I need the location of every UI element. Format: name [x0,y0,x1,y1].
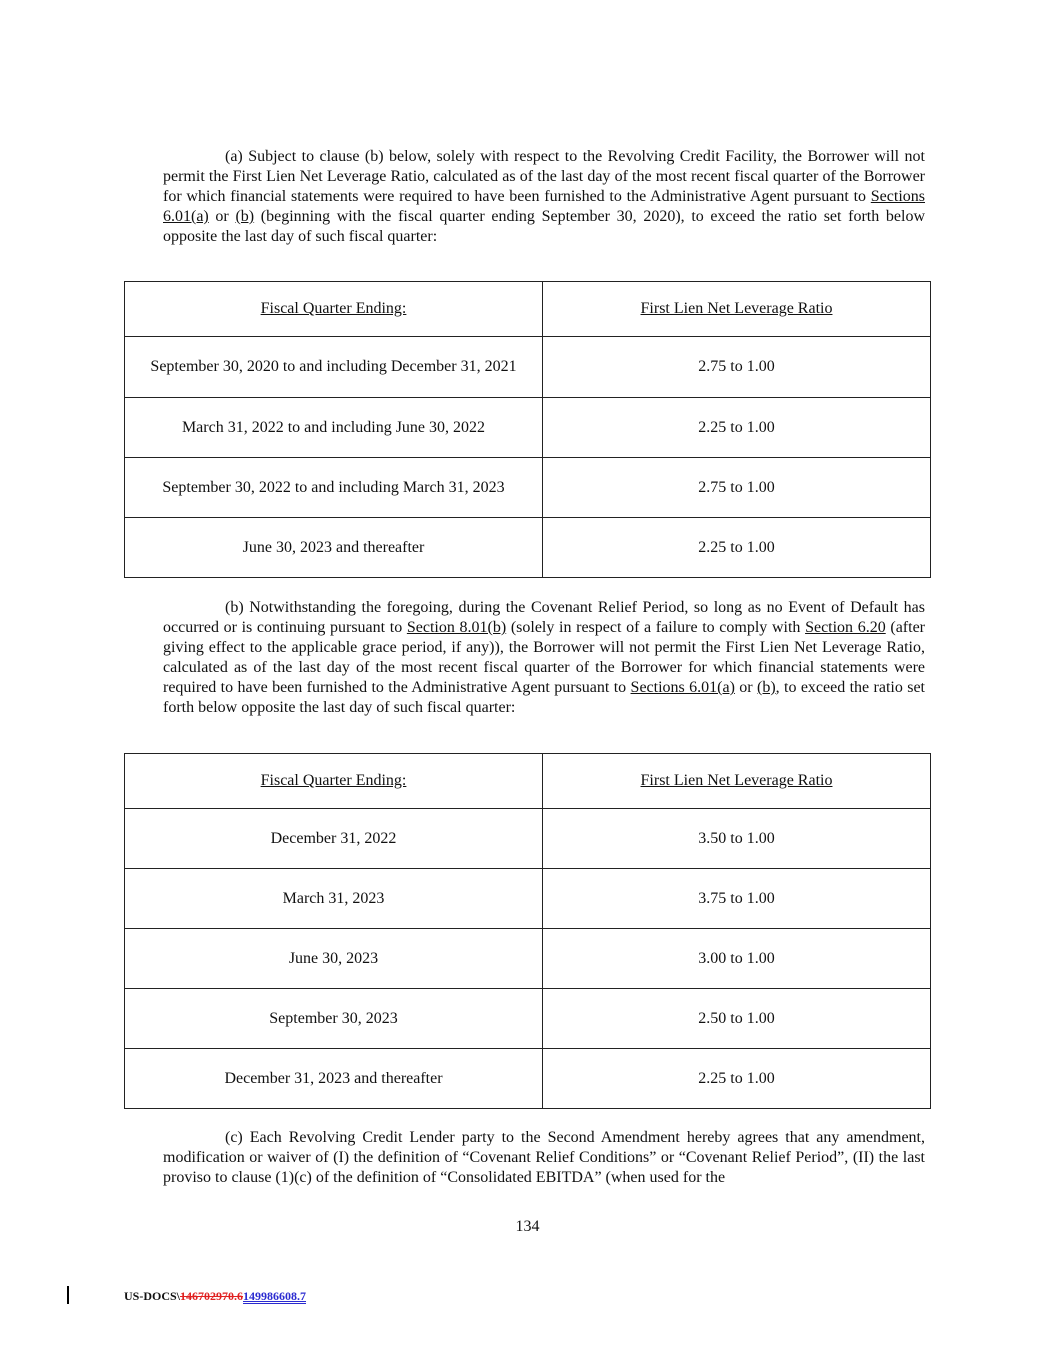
footer-inserted-id: 149986608.7 [243,1289,307,1303]
leverage-table-1 [124,281,931,578]
table-header-row [125,282,931,337]
fiscal-quarter-cell: March 31, 2023 [125,869,543,929]
ratio-cell: 3.75 to 1.00 [543,869,931,929]
paragraph-c-text: (c) Each Revolving Credit Lender party to the Second Amendment hereby agrees that any amendment, modification or waiver of (I) the definition of “Covenant Relief Conditions” or “Covenant Relief Period”, (II) the last proviso to clause (1)(c) of the definition of “Consolidated EBITDA” (when used for the [163,1129,925,1186]
table-row [125,337,931,398]
fiscal-quarter-cell: September 30, 2023 [125,989,543,1049]
table-row [125,809,931,869]
fiscal-quarter-cell: December 31, 2023 and thereafter [125,1049,543,1109]
ratio-cell: 2.25 to 1.00 [543,518,931,578]
document-footer-id [124,1289,306,1304]
change-bar [67,1286,69,1304]
footer-prefix: US-DOCS\ [124,1289,181,1303]
table-row [125,1049,931,1109]
section-b-ref[interactable]: (b) [756,679,776,696]
fiscal-quarter-cell: June 30, 2023 and thereafter [125,518,543,578]
column-header-ratio: First Lien Net Leverage Ratio [640,300,833,317]
ratio-cell: 3.00 to 1.00 [543,929,931,989]
paragraph-b: (b) Notwithstanding the foregoing, during the Covenant Relief Period, so long as no Event of Default has occurred or is continuing pursuant to Section 8.01(b) (solely in respect of a failure to comply with Section 6.20 (after giving effect to the applicable grace period, if any)), the Borrower will not permit the First Lien Net Leverage Ratio, calculated as of the last day of the most recent fiscal quarter of the Borrower for which financial statements were required to have been furnished to the Administrative Agent pursuant to Sections 6.01(a) or (b), to exceed the ratio set forth below opposite the last day of such fiscal quarter: [163,599,926,716]
table-row [125,989,931,1049]
sections-6-01a-ref[interactable]: Sections 6.01(a) [163,188,925,225]
page-number: 134 [515,1218,540,1235]
table-row [125,869,931,929]
paragraph-b-text-1: (b) Notwithstanding the foregoing, during the Covenant Relief Period, so long as no Event of Default has occurred or is continuing pursuant to [163,599,925,636]
fiscal-quarter-cell: June 30, 2023 [125,929,543,989]
column-header-ratio: First Lien Net Leverage Ratio [640,772,833,789]
section-8-01b-ref[interactable]: Section 8.01(b) [406,619,507,636]
paragraph-b-text-3: (after giving effect to the applicable grace period, if any)), the Borrower will not permit the First Lien Net Leverage Ratio, calculated as of the last day of the most recent fiscal quarter of the Borrower for which financial statements were required to have been furnished to the Administrative Agent pursuant to [163,619,926,696]
ratio-cell: 2.25 to 1.00 [543,1049,931,1109]
fiscal-quarter-cell: March 31, 2022 to and including June 30, 2022 [125,398,543,458]
paragraph-a-text-2: (beginning with the fiscal quarter ending September 30, 2020), to exceed the ratio set forth below opposite the last day of such fiscal quarter: [163,208,926,245]
paragraph-a-text-1: (a) Subject to clause (b) below, solely with respect to the Revolving Credit Facility, the Borrower will not permit the First Lien Net Leverage Ratio, calculated as of the last day of the most recent fiscal quarter of the Borrower for which financial statements were required to have been furnished to the Administrative Agent pursuant to [163,148,925,205]
ratio-cell: 2.75 to 1.00 [543,337,931,398]
footer-deleted-id: 146702970.6 [180,1289,244,1303]
column-header-fiscal-quarter: Fiscal Quarter Ending: [260,772,407,789]
fiscal-quarter-cell: December 31, 2022 [125,809,543,869]
ratio-cell: 2.50 to 1.00 [543,989,931,1049]
ratio-cell: 2.75 to 1.00 [543,458,931,518]
paragraph-c [163,1128,925,1188]
section-6-20-ref[interactable]: Section 6.20 [805,619,886,636]
column-header-fiscal-quarter: Fiscal Quarter Ending: [260,300,407,317]
sections-6-01a-ref[interactable]: Sections 6.01(a) [630,679,735,696]
ratio-cell: 3.50 to 1.00 [543,809,931,869]
table-header-row [125,754,931,809]
section-b-ref[interactable]: (b) [235,208,255,225]
ratio-cell: 2.25 to 1.00 [543,398,931,458]
fiscal-quarter-cell: September 30, 2022 to and including March 31, 2023 [125,458,543,518]
table-row [125,398,931,458]
paragraph-a: (a) Subject to clause (b) below, solely with respect to the Revolving Credit Facility, the Borrower will not permit the First Lien Net Leverage Ratio, calculated as of the last day of the most recent fiscal quarter of the Borrower for which financial statements were required to have been furnished to the Administrative Agent pursuant to Sections 6.01(a) or (b) (beginning with the fiscal quarter ending September 30, 2020), to exceed the ratio set forth below opposite the last day of such fiscal quarter: [163,148,926,245]
paragraph-b-text-2: (solely in respect of a failure to comply with [506,619,806,636]
table-row [125,518,931,578]
fiscal-quarter-cell: September 30, 2020 to and including December 31, 2021 [125,337,543,398]
paragraph-b-text-4: , to exceed the ratio set forth below opposite the last day of such fiscal quarter: [163,679,925,716]
table-row [125,458,931,518]
leverage-table-2 [124,753,931,1109]
table-row [125,929,931,989]
